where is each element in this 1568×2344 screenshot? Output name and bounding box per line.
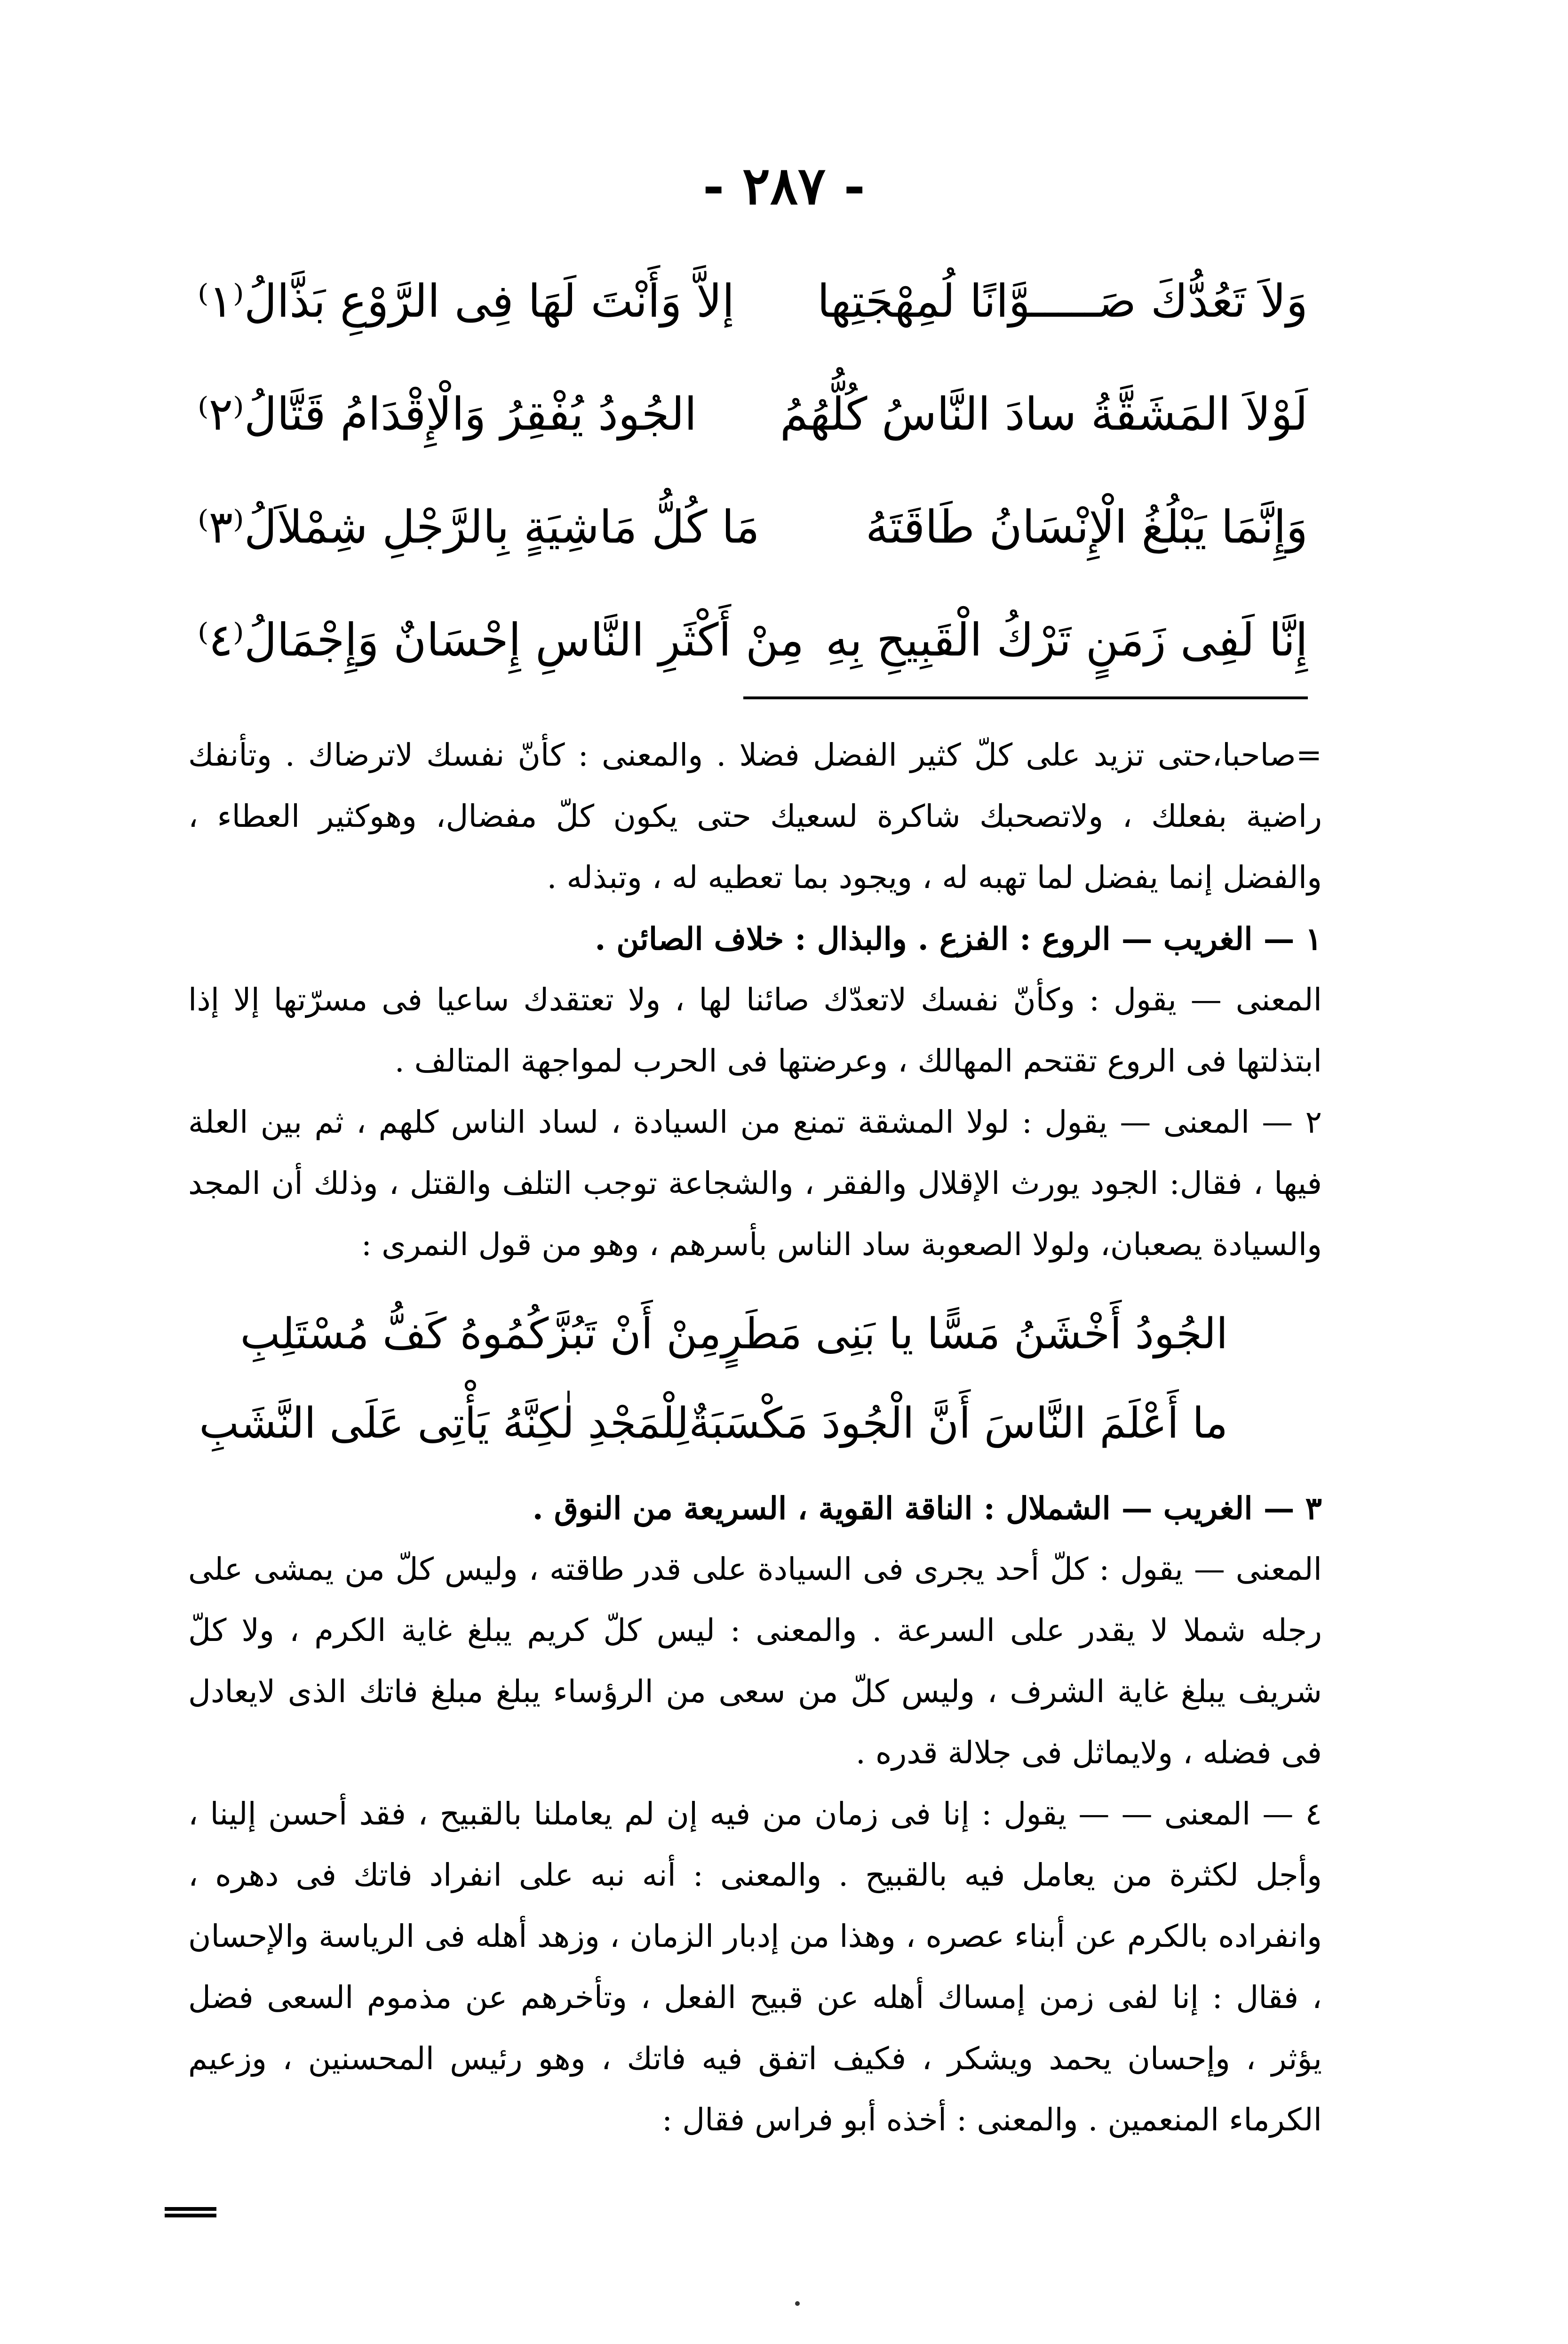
note-4-maana: ٤ — المعنى — — يقول : إنا فى زمان من فيه إن لم يعاملنا بالقبيح ، فقد أحسن إلينا ، وأجل لكثرة من يعامل فيه بالقبيح . والمعنى : أنه نبه على انفراد فاتك فى دهره ، وانفراده بالكرم عن أبناء عصره ، وهذا من إدبار الزمان ، وزهد أهله فى الرياسة والإحسان ، فقال : إنا لفى زمن إمساك أهله عن قبيح الفعل ، وتأخرهم عن مذموم السعى فضل يؤثر ، وإحسان يحمد ويشكر ، فكيف اتفق فيه فاتك ، وهو رئيس المحسنين ، وزعيم الكرماء المنعمين . والمعنى : أخذه أبو فراس فقال : [188, 1796, 1322, 2138]
verse-3 [198, 471, 1308, 584]
verse-1-second-hemistich: إلاَّ وَأَنْتَ لَهَا فِى الرَّوْعِ بَذَّالُ⁽١⁾ [198, 275, 735, 328]
verse-2-second-hemistich: الجُودُ يُفْقِرُ وَالْإِقْدَامُ قَتَّالُ⁽٢⁾ [198, 388, 697, 440]
verse-4-first-hemistich: إِنَّا لَفِى زَمَنٍ تَرْكُ الْقَبِيحِ بِهِ [825, 614, 1308, 666]
cited-verse-2-first: ما أَعْلَمَ النَّاسَ أَنَّ الْجُودَ مَكْسَبَةٌ [689, 1399, 1228, 1448]
note-1-maana: المعنى — يقول : وكأنّ نفسك لاتعدّك صائنا لها ، ولا تعتقدك ساعيا فى مسرّتها إلا إذا ابتذلتها فى الروع تقتحم المهالك ، وعرضتها فى الحرب لمواجهة المتالف . [188, 982, 1322, 1079]
note-3-maana: المعنى — يقول : كلّ أحد يجرى فى السيادة على قدر طاقته ، وليس كلّ من يمشى على رجله شملا لا يقدر على السرعة . والمعنى : ليس كلّ كريم يبلغ غاية الكرم ، ولا كلّ شريف يبلغ غاية الشرف ، وليس كلّ من سعى من الرؤساء يبلغ مبلغ فاتك الذى لايعادل فى فضله ، ولايماثل فى جلالة قدره . [188, 1551, 1322, 1771]
commentary [188, 725, 1322, 2151]
scan-speck [795, 2301, 800, 2306]
note-1-gharib: ١ — الغريب — الروع : الفزع . والبذال : خلاف الصائن . [595, 920, 1322, 957]
page-number: - ٢٨٧ - [702, 155, 866, 216]
verse-2 [198, 358, 1308, 471]
cited-verse-1 [240, 1289, 1228, 1379]
cited-verses [188, 1275, 1322, 1478]
verse-4 [198, 584, 1308, 696]
cited-verse-2 [199, 1379, 1228, 1468]
commentary-intro: =صاحبا،حتى تزيد على كلّ كثير الفضل فضلا . والمعنى : كأنّ نفسك لاترضاك . وتأنفك راضية بفعلك ، ولاتصحبك شاكرة لسعيك حتى يكون كلّ مفضال، وهوكثير العطاء ، والفضل إنما يفضل لما تهبه له ، ويجود بما تعطيه له ، وتبذله . [188, 737, 1322, 896]
verse-1 [198, 245, 1308, 358]
verse-1-first-hemistich: وَلاَ تَعُدُّكَ صَـــــوَّانًا لُمِهْجَتِها [817, 275, 1308, 328]
cited-verse-2-second: لِلْمَجْدِ لٰكِنَّهُ يَأْتِى عَلَى النَّشَبِ [199, 1399, 689, 1448]
cited-verse-1-first: الجُودُ أَخْشَنُ مَسًّا يا بَنِى مَطَرٍ [721, 1309, 1228, 1359]
verse-2-first-hemistich: لَوْلاَ المَشَقَّةُ سادَ النَّاسُ كُلُّهُمُ [780, 388, 1308, 440]
verse-4-second-hemistich: مِنْ أَكْثَرِ النَّاسِ إِحْسَانٌ وَإِجْمَالُ⁽٤⁾ [198, 614, 804, 666]
footnote-divider [743, 696, 1308, 699]
poem-verses [198, 245, 1308, 696]
note-3-gharib: ٣ — الغريب — الشملال : الناقة القوية ، السريعة من النوق . [532, 1490, 1322, 1527]
verse-3-second-hemistich: مَا كُلُّ مَاشِيَةٍ بِالرَّجْلِ شِمْلاَلُ⁽٣⁾ [198, 501, 760, 553]
continuation-mark [165, 2207, 216, 2217]
note-2-maana: ٢ — المعنى — يقول : لولا المشقة تمنع من السيادة ، لساد الناس كلهم ، ثم بين العلة فيها ، فقال: الجود يورث الإقلال والفقر ، والشجاعة توجب التلف والقتل ، وذلك أن المجد والسيادة يصعبان، ولولا الصعوبة ساد الناس بأسرهم ، وهو من قول النمرى : [188, 1104, 1322, 1263]
cited-verse-1-second: مِنْ أَنْ تَبُزَّكُمُوهُ كَفُّ مُسْتَلِبِ [240, 1309, 722, 1359]
verse-3-first-hemistich: وَإِنَّمَا يَبْلُغُ الْإِنْسَانُ طَاقَتَهُ [865, 501, 1308, 553]
